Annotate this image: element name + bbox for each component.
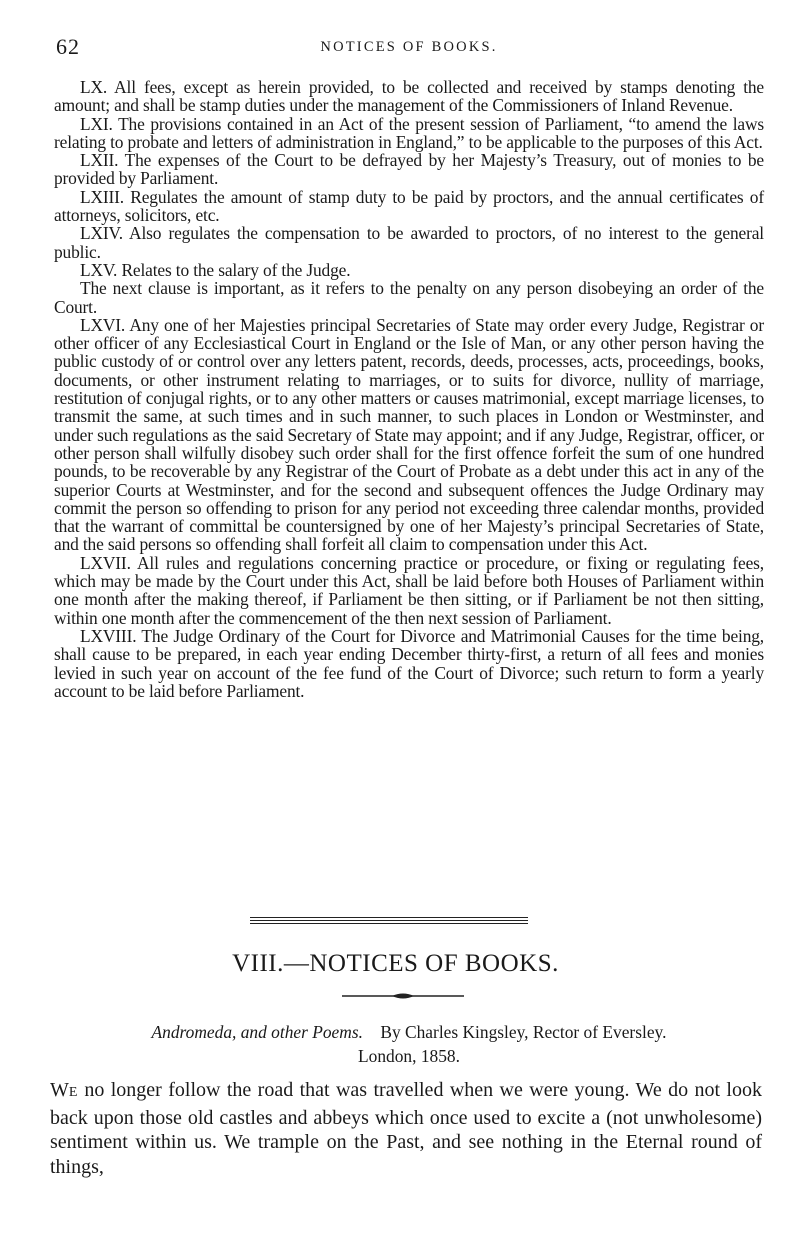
act-clauses (54, 78, 764, 700)
ornament-rule-icon (342, 991, 464, 1001)
clause-lxi: LXI. The provisions contained in an Act of the present session of Parliament, “to amend the laws relating to probate and letters of administration in England,” to be applicable to the purposes of this Act. (54, 113, 764, 152)
clause-lxii: LXII. The expenses of the Court to be defrayed by her Majesty’s Treasury, out of monies to be provided by Parliament. (54, 150, 764, 189)
running-head (56, 34, 762, 58)
clause-lxviii: LXVIII. The Judge Ordinary of the Court for Divorce and Matrimonial Causes for the time being, shall cause to be prepared, in each year ending December thirty-first, a return of all fees and monies levied in such year on account of the fee fund of the Court of Divorce; such return to form a yearly account to be laid before Parliament. (54, 625, 764, 701)
clause-lxvi: LXVI. Any one of her Majesties principal Secretaries of State may order every Judge, Registrar or other officer of any Ecclesiastical Court in England or the Isle of Man, or any other person having the public custody of or control over any letters patent, records, deeds, processes, acts, proceedings, books, documents, or other instrument relating to marriages, or to suits for divorce, nullity of marriage, restitution of conjugal rights, or to any other matters or causes matrimonial, except marriage licenses, to transmit the same, at such times and in such manner, to such places in London or Westminster, and under such regulations as the said Secretary of State may appoint; and if any Judge, Registrar, officer, or other person shall wilfully disobey such order shall for the first offence forfeit the sum of one hundred pounds, to be recoverable by any Registrar of the Court of Probate as a debt under this act in any of the superior Courts at Westminster, and for the second and subsequent offences the Judge Ordinary may commit the person so offending to prison for any period not exceeding three calendar months, provided that the warrant of committal be countersigned by one of her Majesty’s principal Secretaries of State, and the said persons so offending shall forfeit all claim to compensation under this Act. (54, 314, 764, 555)
clause-lxvii: LXVII. All rules and regulations concerning practice or procedure, or fixing or regulating fees, which may be made by the Court under this Act, shall be laid before both Houses of Parliament within one month after the making thereof, if Parliament be then sitting, or if Parliament be not then sitting, within one month after the commencement of the then next session of Parliament. (54, 552, 764, 628)
clause-lxiii: LXIII. Regulates the amount of stamp duty to be paid by proctors, and the annual certificates of attorneys, solicitors, etc. (54, 186, 764, 226)
book-title: Andromeda, and other Poems. (151, 1022, 363, 1042)
section-divider (250, 917, 528, 927)
section-heading: VIII.—NOTICES OF BOOKS. (232, 950, 559, 977)
page-number: 62 (56, 34, 80, 59)
clause-lxv: LXV. Relates to the salary of the Judge. (80, 259, 351, 280)
review-text: no longer follow the road that was travelled when we were young. We do not look back upon those old castles and abbeys which once used to excite a (not unwholesome) sentiment within us. We trample on the Past, and see nothing in the Eternal round of things, (50, 1079, 762, 1178)
running-title: NOTICES OF BOOKS. (320, 39, 498, 55)
review-opening-capital: W (50, 1079, 69, 1101)
clause-lx: LX. All fees, except as herein provided, to be collected and received by stamps denoting the amount; and shall be stamp duties under the management of the Commissioners of Inland Revenue. (54, 77, 764, 116)
review-opening-paragraph (50, 1078, 762, 1179)
divider-rule (250, 920, 528, 921)
book-byline: By Charles Kingsley, Rector of Eversley. (380, 1022, 667, 1042)
review-opening-smallcap: E (68, 1085, 78, 1100)
book-citation (54, 1020, 764, 1068)
divider-rule (250, 917, 528, 918)
commentary-paragraph: The next clause is important, as it refers to the penalty on any person disobeying an order of the Court. (54, 278, 764, 317)
book-imprint: London, 1858. (358, 1046, 460, 1066)
divider-rule (250, 923, 528, 924)
clause-lxiv: LXIV. Also regulates the compensation to be awarded to proctors, of no interest to the general public. (54, 223, 764, 262)
